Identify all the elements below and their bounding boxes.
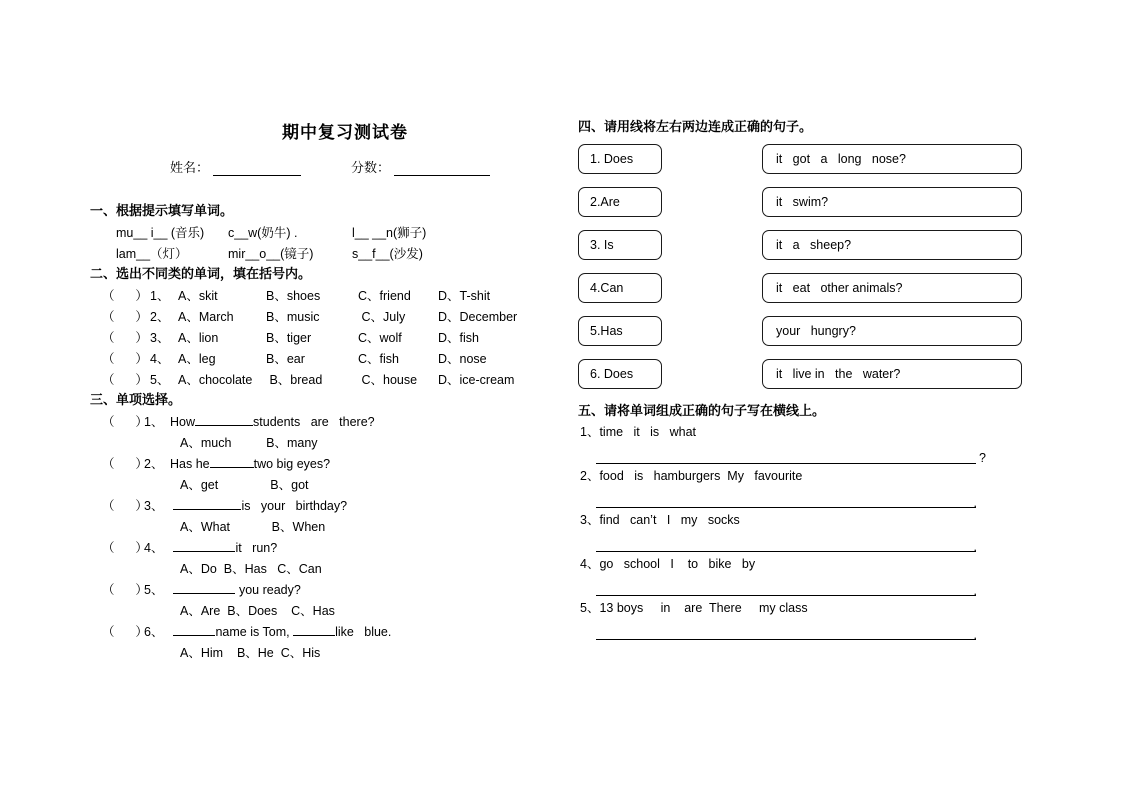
option-c[interactable]: C、house: [358, 373, 418, 387]
line-end-punct: .: [973, 628, 977, 642]
question-stem-after: it run?: [235, 541, 278, 555]
word-prompt: lam__（灯）: [116, 247, 188, 261]
section2-heading: 二、选出不同类的单词，填在括号内。: [90, 266, 312, 281]
answer-bracket[interactable]: （ ）: [102, 373, 148, 387]
student-info-row: [90, 157, 570, 176]
mc-options[interactable]: A、Do B、Has C、Can: [180, 562, 322, 576]
match-right-box[interactable]: it got a long nose?: [762, 144, 1022, 174]
section4-heading: 四、请用线将左右两边连成正确的句子。: [578, 119, 813, 134]
word-order-item: [578, 510, 1048, 552]
item-number: 2、: [580, 469, 600, 483]
answer-blank[interactable]: [210, 454, 254, 468]
scrambled-words: go school I to bike by: [599, 557, 756, 571]
item-number: 1、: [580, 425, 600, 439]
word-prompt: c__w(奶牛) .: [228, 226, 298, 240]
item-number: 4、: [580, 557, 600, 571]
word-order-item: [578, 554, 1048, 596]
match-right-box[interactable]: it swim?: [762, 187, 1022, 217]
word-order-item: [578, 466, 1048, 508]
option-d[interactable]: D、nose: [438, 352, 487, 366]
answer-line[interactable]: [596, 531, 976, 552]
option-d[interactable]: D、December: [438, 310, 518, 324]
option-c[interactable]: C、wolf: [358, 331, 402, 345]
answer-bracket[interactable]: （ ）: [102, 352, 148, 366]
option-a[interactable]: A、leg: [178, 352, 216, 366]
section1-body: [90, 223, 570, 265]
answer-bracket[interactable]: （ ）: [102, 583, 148, 597]
word-prompt: s__f__(沙发): [352, 247, 423, 261]
question-stem-after: name is Tom,: [215, 625, 294, 639]
match-row: [578, 187, 1048, 217]
option-b[interactable]: B、ear: [266, 352, 305, 366]
match-right-box[interactable]: it eat other animals?: [762, 273, 1022, 303]
match-row: [578, 230, 1048, 260]
answer-line[interactable]: [596, 619, 976, 640]
option-a[interactable]: A、chocolate: [178, 373, 253, 387]
line-end-punct: .: [973, 584, 977, 598]
option-b[interactable]: B、shoes: [266, 289, 321, 303]
match-left-box[interactable]: 6. Does: [578, 359, 662, 389]
mc-options[interactable]: A、Him B、He C、His: [180, 646, 321, 660]
right-column: [578, 118, 1048, 642]
score-input-line[interactable]: [394, 163, 490, 176]
section5-body: [578, 422, 1048, 640]
question-number: 4、: [150, 352, 170, 366]
question-stem-tail: like blue.: [335, 625, 392, 639]
word-order-words: [578, 510, 1048, 531]
answer-line[interactable]: [596, 575, 976, 596]
answer-line[interactable]: [596, 443, 986, 465]
item-number: 3、: [580, 513, 600, 527]
question-number: 3、: [144, 499, 164, 513]
option-a[interactable]: A、March: [178, 310, 234, 324]
page-title: 期中复习测试卷: [282, 123, 408, 142]
left-column: [90, 118, 570, 664]
question-number: 1、: [150, 289, 170, 303]
name-input-line[interactable]: [213, 163, 301, 176]
answer-bracket[interactable]: （ ）: [102, 541, 148, 555]
match-left-box[interactable]: 5.Has: [578, 316, 662, 346]
question-number: 2、: [144, 457, 164, 471]
match-row: [578, 144, 1048, 174]
match-row: [578, 359, 1048, 389]
question-number: 6、: [144, 625, 164, 639]
table-row: [90, 370, 570, 391]
match-row: [578, 316, 1048, 346]
question-number: 2、: [150, 310, 170, 324]
question-number: 1、: [144, 415, 164, 429]
question-number: 4、: [144, 541, 164, 555]
line-end-punct: .: [973, 496, 977, 510]
table-row: [90, 349, 570, 370]
score-label: 分数：: [351, 160, 391, 175]
answer-blank[interactable]: [173, 496, 241, 510]
question-stem-before: How: [170, 415, 196, 429]
question-number: 5、: [144, 583, 164, 597]
answer-blank[interactable]: [173, 580, 235, 594]
question-stem-before: Has he: [170, 457, 210, 471]
question-stem-after: is your birthday?: [241, 499, 348, 513]
answer-blank[interactable]: [195, 412, 253, 426]
word-prompt: mu__ i__ (音乐): [116, 226, 205, 240]
match-row: [578, 273, 1048, 303]
option-a[interactable]: A、skit: [178, 289, 218, 303]
option-d[interactable]: D、ice-cream: [438, 373, 515, 387]
line-end-punct: ?: [979, 451, 986, 465]
word-order-item: [578, 598, 1048, 640]
option-c[interactable]: C、fish: [358, 352, 399, 366]
section4-body: [578, 144, 1048, 389]
item-number: 5、: [580, 601, 600, 615]
mc-options[interactable]: A、much B、many: [180, 436, 318, 450]
word-order-words: [578, 598, 1048, 619]
answer-bracket[interactable]: （ ）: [102, 499, 148, 513]
answer-bracket[interactable]: （ ）: [102, 415, 148, 429]
section1-row: [116, 223, 570, 244]
option-c[interactable]: C、friend: [358, 289, 411, 303]
section3-body: [90, 412, 570, 664]
section1-heading: 一、根据提示填写单词。: [90, 203, 234, 218]
word-prompt: l__ __n(狮子): [352, 226, 427, 240]
question-stem-after: you ready?: [235, 583, 301, 597]
option-b[interactable]: B、music: [266, 310, 320, 324]
question-number: 5、: [150, 373, 170, 387]
section1-row: [116, 244, 570, 265]
answer-bracket[interactable]: （ ）: [102, 331, 148, 345]
match-right-box[interactable]: your hungry?: [762, 316, 1022, 346]
answer-bracket[interactable]: （ ）: [102, 310, 148, 324]
option-b[interactable]: B、tiger: [266, 331, 312, 345]
mc-question: [90, 412, 570, 433]
question-number: 3、: [150, 331, 170, 345]
mc-question: [90, 496, 570, 517]
name-label: 姓名：: [170, 160, 210, 175]
match-left-box[interactable]: 1. Does: [578, 144, 662, 174]
answer-blank[interactable]: [173, 622, 215, 636]
scrambled-words: time it is what: [599, 425, 697, 439]
answer-bracket[interactable]: （ ）: [102, 457, 148, 471]
question-stem-after: two big eyes?: [253, 457, 331, 471]
section3-heading: 三、单项选择。: [90, 392, 182, 407]
scrambled-words: food is hamburgers My favourite: [599, 469, 803, 483]
scrambled-words: 13 boys in are There my class: [599, 601, 808, 615]
score-field-group: [351, 157, 490, 176]
match-left-box[interactable]: 3. Is: [578, 230, 662, 260]
word-order-words: [578, 554, 1048, 575]
match-right-box[interactable]: it live in the water?: [762, 359, 1022, 389]
section2-body: [90, 286, 570, 391]
match-left-box[interactable]: 4.Can: [578, 273, 662, 303]
mc-options[interactable]: A、What B、When: [180, 520, 326, 534]
word-prompt: mir__o__(镜子): [228, 247, 314, 261]
option-b[interactable]: B、bread: [266, 373, 323, 387]
question-stem-after: students are there?: [253, 415, 375, 429]
answer-bracket[interactable]: （ ）: [102, 289, 148, 303]
match-left-box[interactable]: 2.Are: [578, 187, 662, 217]
mc-options[interactable]: A、get B、got: [180, 478, 309, 492]
answer-line[interactable]: [596, 487, 976, 508]
match-right-box[interactable]: it a sheep?: [762, 230, 1022, 260]
name-field-group: [170, 157, 301, 176]
option-c[interactable]: C、July: [358, 310, 406, 324]
mc-question: [90, 454, 570, 475]
answer-bracket[interactable]: （ ）: [102, 625, 148, 639]
section5-heading: 五、请将单词组成正确的句子写在横线上。: [578, 403, 826, 418]
word-order-words: [578, 422, 1048, 443]
option-d[interactable]: D、fish: [438, 331, 479, 345]
table-row: [90, 286, 570, 307]
option-a[interactable]: A、lion: [178, 331, 219, 345]
mc-question: [90, 580, 570, 601]
word-order-item: [578, 422, 1048, 464]
scrambled-words: find can’t I my socks: [599, 513, 740, 527]
mc-options[interactable]: A、Are B、Does C、Has: [180, 604, 335, 618]
mc-question: [90, 538, 570, 559]
spacer: [301, 157, 351, 176]
mc-question: [90, 622, 570, 643]
answer-blank[interactable]: [173, 538, 235, 552]
answer-blank-2[interactable]: [293, 622, 335, 636]
word-order-words: [578, 466, 1048, 487]
table-row: [90, 328, 570, 349]
table-row: [90, 307, 570, 328]
line-end-punct: .: [973, 540, 977, 554]
option-d[interactable]: D、T-shit: [438, 289, 491, 303]
